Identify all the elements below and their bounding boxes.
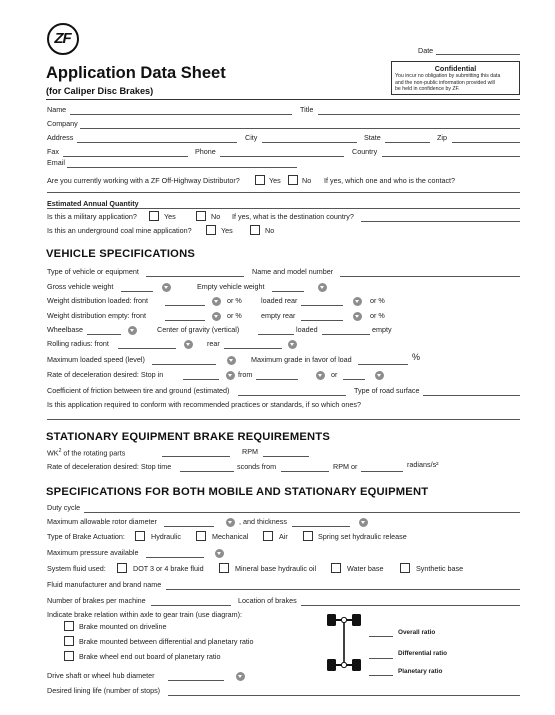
fax-field[interactable]: [63, 156, 188, 157]
max-pressure-label: Maximum pressure available: [47, 548, 139, 557]
driveline-checkbox[interactable]: [64, 621, 74, 631]
max-grade-label: Maximum grade in favor of load: [251, 355, 352, 364]
coal-mine-question: Is this an underground coal mine application?: [47, 226, 192, 235]
rotor-diameter-field[interactable]: [164, 526, 214, 527]
date-label: Date: [418, 46, 434, 55]
max-speed-unit-dropdown[interactable]: [227, 356, 236, 365]
dot-fluid-checkbox[interactable]: [117, 563, 127, 573]
gross-weight-field[interactable]: [121, 291, 153, 292]
zf-logo-text: ZF: [54, 30, 71, 47]
fluid-used-label: System fluid used:: [47, 564, 106, 573]
vehicle-specs-heading: VEHICLE SPECIFICATIONS: [46, 248, 196, 260]
zip-label: Zip: [437, 133, 447, 142]
wd-loaded-front-label: Weight distribution loaded: front: [47, 296, 148, 305]
max-pressure-unit-dropdown[interactable]: [215, 549, 224, 558]
cog-label: Center of gravity (vertical): [157, 325, 240, 334]
name-label: Name: [47, 105, 67, 114]
distributor-followup: If yes, which one and who is the contact?: [324, 176, 456, 185]
hydraulic-label: Hydraulic: [151, 532, 181, 541]
state-field[interactable]: [385, 142, 430, 143]
vehicle-type-label: Type of vehicle or equipment: [47, 267, 139, 276]
brake-relation-label: Indicate brake relation within axle to gear train (use diagram):: [47, 610, 242, 619]
page-subtitle: (for Caliper Disc Brakes): [46, 86, 154, 96]
wheelbase-field[interactable]: [87, 334, 121, 335]
mechanical-checkbox[interactable]: [196, 531, 206, 541]
fax-label: Fax: [47, 147, 59, 156]
wd-empty-front-unit-dropdown[interactable]: [212, 312, 221, 321]
destination-question: If yes, what is the destination country?: [232, 212, 354, 221]
confidential-box: [391, 61, 520, 95]
spring-set-label: Spring set hydraulic release: [318, 532, 407, 541]
lining-life-field[interactable]: [168, 695, 520, 696]
both-specs-heading: SPECIFICATIONS FOR BOTH MOBILE AND STATIONARY EQUIPMENT: [46, 486, 429, 498]
synthetic-base-label: Synthetic base: [416, 564, 464, 573]
gross-weight-unit-dropdown[interactable]: [162, 283, 171, 292]
friction-label: Coefficient of friction between tire and ground (estimated): [47, 386, 230, 395]
header-rule: [46, 99, 520, 100]
brake-location-field[interactable]: [301, 605, 520, 606]
max-pressure-field[interactable]: [146, 557, 204, 558]
road-surface-field[interactable]: [423, 395, 520, 396]
synthetic-base-checkbox[interactable]: [400, 563, 410, 573]
military-no-label: No: [211, 212, 221, 221]
cog-empty-label: empty: [372, 325, 392, 334]
rolling-radius-rear-label: rear: [207, 339, 220, 348]
rolling-radius-rear-field[interactable]: [224, 348, 282, 349]
distributor-yes-checkbox[interactable]: [255, 175, 265, 185]
brakes-per-machine-field[interactable]: [151, 605, 231, 606]
rolling-radius-front-field[interactable]: [118, 348, 176, 349]
title-field[interactable]: [318, 114, 520, 115]
empty-rear-label: empty rear: [261, 311, 296, 320]
military-yes-label: Yes: [164, 212, 176, 221]
cog-loaded-label: loaded: [296, 325, 318, 334]
friction-field[interactable]: [238, 395, 346, 396]
stop-time-field[interactable]: [180, 471, 234, 472]
military-question: Is this a military application?: [47, 212, 137, 221]
sconds-from-field[interactable]: [281, 471, 329, 472]
coal-yes-label: Yes: [221, 226, 233, 235]
company-label: Company: [47, 119, 78, 128]
country-label: Country: [352, 147, 378, 156]
distributor-no-checkbox[interactable]: [288, 175, 298, 185]
rolling-radius-label: Rolling radius: front: [47, 339, 109, 348]
mechanical-label: Mechanical: [212, 532, 249, 541]
decel-from-field[interactable]: [256, 379, 298, 380]
military-yes-checkbox[interactable]: [149, 211, 159, 221]
address-field[interactable]: [77, 142, 237, 143]
empty-rear-field[interactable]: [301, 320, 343, 321]
wd-empty-front-or-pct: or %: [227, 311, 242, 320]
spring-set-checkbox[interactable]: [303, 531, 313, 541]
annual-quantity-label: Estimated Annual Quantity: [47, 199, 139, 208]
wd-loaded-front-field[interactable]: [165, 305, 205, 306]
confidential-text-2: and the non-public information provided will: [395, 79, 495, 86]
distributor-field[interactable]: [47, 192, 520, 193]
overall-ratio-field[interactable]: [369, 636, 393, 637]
hub-diameter-unit-dropdown[interactable]: [236, 672, 245, 681]
between-diff-label: Brake mounted between differential and planetary ratio: [79, 637, 254, 646]
zf-logo: [47, 23, 79, 55]
duty-cycle-label: Duty cycle: [47, 503, 81, 512]
between-diff-checkbox[interactable]: [64, 636, 74, 646]
distributor-yes-label: Yes: [269, 176, 281, 185]
empty-rear-unit-dropdown[interactable]: [353, 312, 362, 321]
coal-no-checkbox[interactable]: [250, 225, 260, 235]
confidential-text-3: be held in confidence by ZF.: [395, 86, 460, 93]
sconds-from-label: sconds from: [237, 462, 277, 471]
cog-empty-field[interactable]: [322, 334, 370, 335]
wd-loaded-front-or-pct: or %: [227, 296, 242, 305]
phone-label: Phone: [195, 147, 216, 156]
distributor-no-label: No: [302, 176, 312, 185]
hydraulic-checkbox[interactable]: [135, 531, 145, 541]
rpm-or-label: RPM or: [333, 462, 358, 471]
wk-rpm-field[interactable]: [263, 456, 309, 457]
name-field[interactable]: [70, 114, 292, 115]
name-model-field[interactable]: [340, 276, 520, 277]
zip-field[interactable]: [452, 142, 520, 143]
confidential-text-1: You incur no obligation by submitting this data: [395, 73, 501, 79]
hub-diameter-field[interactable]: [168, 680, 224, 681]
max-speed-label: Maximum loaded speed (level): [47, 355, 145, 364]
wk-field[interactable]: [162, 456, 230, 457]
dot-fluid-label: DOT 3 or 4 brake fluid: [133, 564, 204, 573]
lining-life-label: Desired lining life (number of stops): [47, 686, 161, 695]
axle-diagram: [324, 612, 366, 674]
loaded-rear-unit-dropdown[interactable]: [353, 297, 362, 306]
decel-from-label: from: [238, 370, 253, 379]
city-field[interactable]: [262, 142, 357, 143]
wheelbase-unit-dropdown[interactable]: [128, 326, 137, 335]
decel-rate-label: Rate of deceleration desired: Stop in: [47, 370, 164, 379]
empty-weight-unit-dropdown[interactable]: [318, 283, 327, 292]
gross-weight-label: Gross vehicle weight: [47, 282, 114, 291]
fluid-manufacturer-label: Fluid manufacturer and brand name: [47, 580, 162, 589]
decel-stop-unit-dropdown[interactable]: [226, 371, 235, 380]
brake-location-label: Location of brakes: [238, 596, 297, 605]
thickness-field[interactable]: [292, 526, 350, 527]
country-field[interactable]: [382, 156, 520, 157]
road-surface-label: Type of road surface: [354, 386, 420, 395]
confidential-title: Confidential: [434, 64, 477, 73]
loaded-rear-field[interactable]: [301, 305, 343, 306]
wk-rpm-label: RPM: [242, 447, 258, 456]
differential-ratio-field[interactable]: [369, 658, 393, 659]
wheel-end-label: Brake wheel end out board of planetary ratio: [79, 652, 221, 661]
wk-rest-text: of the rotating parts: [63, 448, 126, 458]
empty-rear-or-pct: or %: [370, 311, 385, 320]
state-label: State: [364, 133, 381, 142]
thickness-unit-dropdown[interactable]: [359, 518, 368, 527]
overall-ratio-label: Overall ratio: [398, 629, 436, 636]
mineral-oil-label: Mineral base hydraulic oil: [235, 564, 317, 573]
driveline-label: Brake mounted on driveline: [79, 622, 167, 631]
planetary-ratio-field[interactable]: [369, 675, 393, 676]
phone-field[interactable]: [220, 156, 344, 157]
rear-differential: [341, 662, 346, 667]
annual-quantity-field[interactable]: [47, 208, 520, 209]
date-field[interactable]: [436, 54, 520, 55]
air-label: Air: [279, 532, 288, 541]
rotor-diameter-unit-dropdown[interactable]: [226, 518, 235, 527]
company-field[interactable]: [80, 128, 520, 129]
empty-weight-field[interactable]: [272, 291, 304, 292]
destination-field[interactable]: [361, 221, 520, 222]
air-checkbox[interactable]: [263, 531, 273, 541]
and-thickness-label: , and thickness: [239, 517, 287, 526]
planetary-ratio-label: Planetary ratio: [398, 668, 443, 675]
stationary-decel-label: Rate of deceleration desired: Stop time: [47, 462, 172, 471]
standards-question: Is this application required to conform with recommended practices or standards, if so which ones?: [47, 400, 362, 409]
differential-ratio-label: Differential ratio: [398, 650, 448, 657]
fluid-manufacturer-field[interactable]: [166, 589, 520, 590]
max-grade-pct: %: [412, 352, 421, 362]
water-base-checkbox[interactable]: [331, 563, 341, 573]
decel-or-unit-dropdown[interactable]: [375, 371, 384, 380]
wd-empty-front-label: Weight distribution empty: front: [47, 311, 146, 320]
city-label: City: [245, 133, 258, 142]
empty-weight-label: Empty vehicle weight: [197, 282, 265, 291]
loaded-rear-or-pct: or %: [370, 296, 385, 305]
cog-loaded-field[interactable]: [258, 334, 294, 335]
mineral-oil-checkbox[interactable]: [219, 563, 229, 573]
duty-cycle-field[interactable]: [84, 512, 520, 513]
decel-or-field[interactable]: [343, 379, 365, 380]
name-model-label: Name and model number: [252, 267, 334, 276]
vehicle-type-field[interactable]: [146, 276, 244, 277]
coal-no-label: No: [265, 226, 275, 235]
decel-from-unit-dropdown[interactable]: [316, 371, 325, 380]
rotor-diameter-label: Maximum allowable rotor diameter: [47, 517, 157, 526]
wd-empty-front-field[interactable]: [165, 320, 205, 321]
wk-superscript: 2: [58, 448, 62, 454]
actuation-label: Type of Brake Actuation:: [47, 532, 125, 541]
email-field[interactable]: [67, 167, 297, 168]
page-title: Application Data Sheet: [46, 64, 226, 82]
coal-yes-checkbox[interactable]: [206, 225, 216, 235]
rpm-or-field[interactable]: [361, 471, 403, 472]
wd-loaded-front-unit-dropdown[interactable]: [212, 297, 221, 306]
hub-diameter-label: Drive shaft or wheel hub diameter: [47, 671, 155, 680]
rolling-radius-rear-unit-dropdown[interactable]: [288, 340, 297, 349]
standards-field[interactable]: [47, 419, 520, 420]
rolling-radius-front-unit-dropdown[interactable]: [184, 340, 193, 349]
title-label: Title: [300, 105, 314, 114]
wk-label: [47, 447, 125, 457]
wheelbase-label: Wheelbase: [47, 325, 83, 334]
water-base-label: Water base: [347, 564, 384, 573]
decel-stop-field[interactable]: [183, 379, 219, 380]
max-speed-field[interactable]: [152, 364, 216, 365]
radians-label: radians/s²: [407, 460, 439, 469]
wheel-end-checkbox[interactable]: [64, 651, 74, 661]
military-no-checkbox[interactable]: [196, 211, 206, 221]
email-label: Email: [47, 158, 65, 167]
brakes-per-machine-label: Number of brakes per machine: [47, 596, 146, 605]
decel-or-label: or: [331, 370, 338, 379]
distributor-question: Are you currently working with a ZF Off-Highway Distributor?: [47, 176, 240, 185]
wk-text: WK: [47, 448, 59, 458]
loaded-rear-label: loaded rear: [261, 296, 298, 305]
front-differential: [341, 617, 346, 622]
address-label: Address: [47, 133, 74, 142]
max-grade-field[interactable]: [358, 364, 408, 365]
stationary-heading: STATIONARY EQUIPMENT BRAKE REQUIREMENTS: [46, 431, 330, 443]
